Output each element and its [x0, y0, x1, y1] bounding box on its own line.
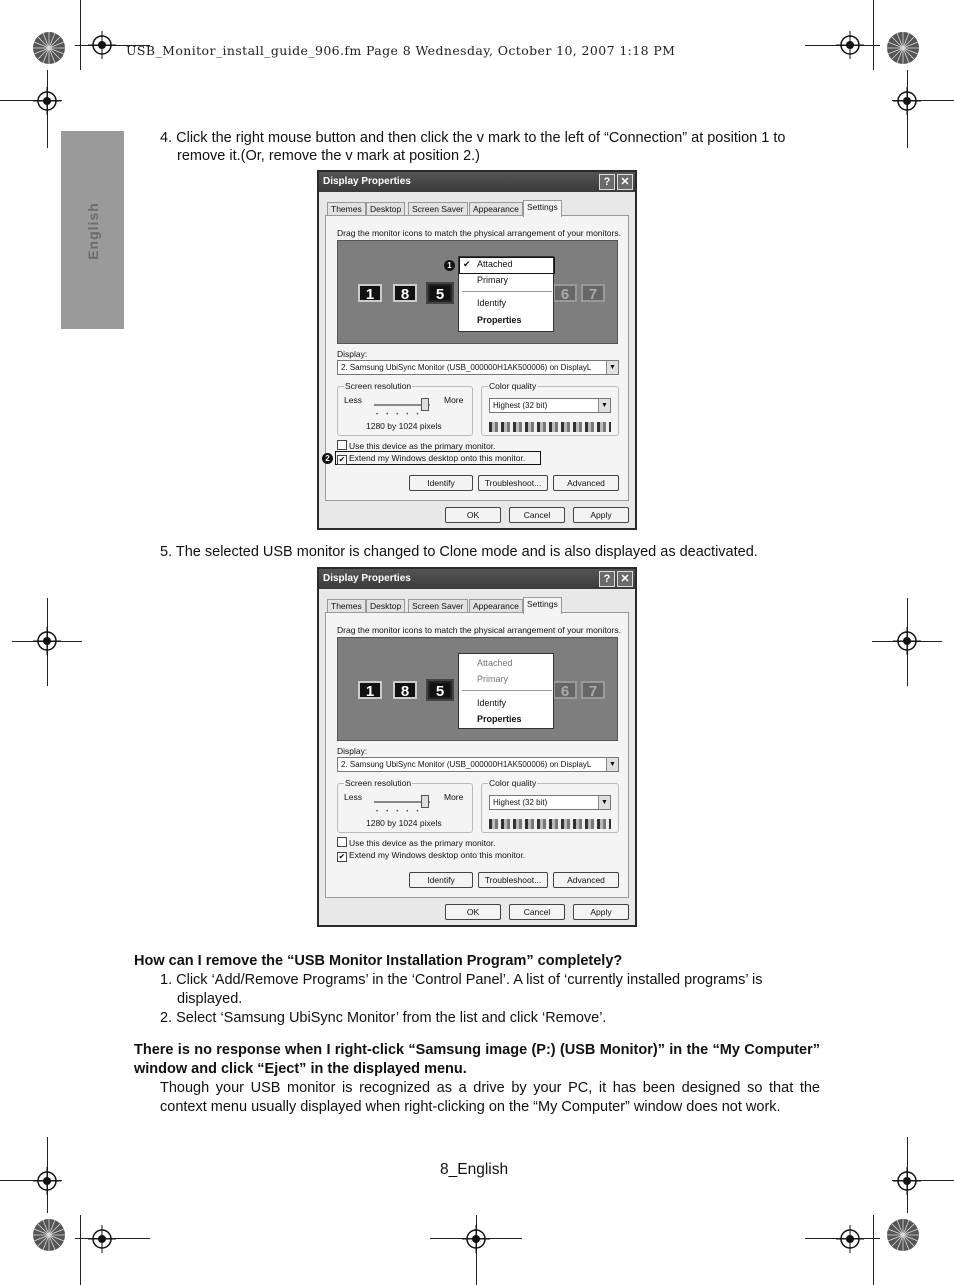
tab-themes[interactable]: Themes [327, 202, 366, 216]
primary-monitor-checkbox[interactable] [337, 440, 495, 451]
resolution-group [337, 778, 473, 833]
primary-monitor-checkbox[interactable] [337, 837, 495, 848]
monitor-context-menu [458, 256, 554, 332]
resolution-value: 1280 by 1024 pixels [366, 421, 442, 431]
monitor-icon-6[interactable]: 6 [553, 284, 577, 302]
file-header: USB_Monitor_install_guide_906.fm Page 8 Wednesday, October 10, 2007 1:18 PM [126, 43, 676, 58]
check-icon: ✔ [463, 259, 471, 269]
color-rosette-icon [32, 31, 66, 65]
extend-desktop-checkbox[interactable] [337, 453, 525, 465]
slider-ticks: ••••• [376, 809, 427, 815]
advanced-button[interactable]: Advanced [553, 872, 619, 888]
display-label: Display: [337, 746, 368, 756]
display-select[interactable] [337, 360, 619, 375]
monitor-context-menu [458, 653, 554, 729]
resolution-value: 1280 by 1024 pixels [366, 818, 442, 828]
display-properties-dialog-clone [317, 567, 637, 927]
less-label: Less [344, 792, 362, 802]
registration-mark-icon [33, 87, 61, 115]
registration-mark-icon [893, 627, 921, 655]
tab-screen-saver[interactable]: Screen Saver [408, 202, 468, 216]
color-quality-group [481, 778, 619, 833]
color-quality-select[interactable] [489, 398, 611, 413]
faq-eject-answer: Though your USB monitor is recognized as a drive by your PC, it has been designed so that the context menu usually displayed when right-clicking on the “My Computer” window does not work. [160, 1080, 820, 1115]
cancel-button[interactable]: Cancel [509, 904, 565, 920]
display-select[interactable] [337, 757, 619, 772]
tab-screen-saver[interactable]: Screen Saver [408, 599, 468, 613]
resolution-group-title: Screen resolution [345, 778, 412, 788]
registration-mark-icon [33, 627, 61, 655]
apply-button[interactable]: Apply [573, 507, 629, 523]
monitor-icon-6[interactable]: 6 [553, 681, 577, 699]
help-button[interactable]: ? [599, 571, 615, 587]
monitor-icon-8[interactable]: 8 [393, 284, 417, 302]
close-button[interactable]: ✕ [617, 174, 633, 190]
troubleshoot-button[interactable]: Troubleshoot... [478, 475, 548, 491]
color-quality-value: Highest (32 bit) [493, 798, 548, 807]
display-select-value: 2. Samsung UbiSync Monitor (USB_000000H1AK500006) on DisplayL [341, 760, 592, 769]
color-rosette-icon [886, 1218, 920, 1252]
registration-mark-icon [33, 1167, 61, 1195]
resolution-group-title: Screen resolution [345, 381, 412, 391]
primary-checkbox-label: Use this device as the primary monitor. [349, 838, 496, 848]
tab-appearance[interactable]: Appearance [469, 202, 523, 216]
resolution-slider-thumb[interactable] [421, 398, 429, 411]
faq-question-remove: How can I remove the “USB Monitor Installation Program” completely? [134, 953, 623, 969]
primary-checkbox-label: Use this device as the primary monitor. [349, 441, 496, 451]
advanced-button[interactable]: Advanced [553, 475, 619, 491]
troubleshoot-button[interactable]: Troubleshoot... [478, 872, 548, 888]
chevron-down-icon: ▼ [598, 796, 610, 809]
checkbox-box[interactable] [337, 837, 347, 847]
tab-settings[interactable]: Settings [523, 597, 562, 614]
menu-attached[interactable]: Attached [477, 259, 513, 269]
more-label: More [444, 395, 464, 405]
menu-separator [462, 690, 552, 691]
checkbox-box[interactable] [337, 440, 347, 450]
dialog-title: Display Properties [319, 569, 635, 589]
registration-mark-icon [893, 1167, 921, 1195]
ok-button[interactable]: OK [445, 904, 501, 920]
monitor-icon-5[interactable]: 5 [428, 284, 452, 302]
dialog-title: Display Properties [319, 172, 635, 192]
tab-themes[interactable]: Themes [327, 599, 366, 613]
cancel-button[interactable]: Cancel [509, 507, 565, 523]
resolution-slider-thumb[interactable] [421, 795, 429, 808]
menu-properties[interactable]: Properties [477, 315, 522, 325]
color-quality-group-title: Color quality [489, 778, 537, 788]
monitor-icon-8[interactable]: 8 [393, 681, 417, 699]
ok-button[interactable]: OK [445, 507, 501, 523]
page-number: 8_English [440, 1161, 509, 1178]
registration-mark-icon [836, 1225, 864, 1253]
color-preview-bar [489, 819, 611, 829]
menu-identify[interactable]: Identify [477, 298, 507, 308]
monitor-icon-5[interactable]: 5 [428, 681, 452, 699]
monitor-arrangement-area[interactable] [337, 240, 618, 344]
position-2-marker: 2 [322, 453, 333, 464]
tab-desktop[interactable]: Desktop [366, 202, 405, 216]
slider-ticks: ••••• [376, 412, 427, 418]
registration-mark-icon [88, 1225, 116, 1253]
less-label: Less [344, 395, 362, 405]
faq-question-eject: There is no response when I right-click “Samsung image (P:) (USB Monitor)” in the “My Computer” window and click “Eject” in the displayed menu. [134, 1042, 820, 1077]
identify-button[interactable]: Identify [409, 475, 473, 491]
tab-desktop[interactable]: Desktop [366, 599, 405, 613]
extend-checkbox-label: Extend my Windows desktop onto this monitor. [349, 850, 526, 860]
apply-button[interactable]: Apply [573, 904, 629, 920]
color-quality-select[interactable] [489, 795, 611, 810]
color-quality-group [481, 381, 619, 436]
menu-identify[interactable]: Identify [477, 698, 507, 708]
position-1-marker: 1 [444, 260, 455, 271]
arrangement-instruction: Drag the monitor icons to match the physical arrangement of your monitors. [337, 228, 621, 238]
color-rosette-icon [886, 31, 920, 65]
chevron-down-icon: ▼ [606, 361, 618, 374]
close-button[interactable]: ✕ [617, 571, 633, 587]
display-label: Display: [337, 349, 368, 359]
color-quality-value: Highest (32 bit) [493, 401, 548, 410]
more-label: More [444, 792, 464, 802]
extend-desktop-checkbox[interactable] [337, 850, 525, 862]
settings-panel [325, 215, 629, 501]
color-preview-bar [489, 422, 611, 432]
extend-checkbox-label: Extend my Windows desktop onto this monitor. [349, 453, 526, 463]
monitor-icon-7[interactable]: 7 [581, 681, 605, 699]
menu-attached[interactable]: Attached [477, 658, 513, 668]
checkbox-checked-icon[interactable]: ✔ [338, 455, 346, 464]
faq-remove-step-2: 2. Select ‘Samsung UbiSync Monitor’ from the list and click ‘Remove’. [160, 1010, 607, 1026]
resolution-group [337, 381, 473, 436]
tab-appearance[interactable]: Appearance [469, 599, 523, 613]
menu-primary[interactable]: Primary [477, 674, 508, 684]
tab-settings[interactable]: Settings [523, 200, 562, 217]
registration-mark-icon [893, 87, 921, 115]
registration-mark-icon [836, 31, 864, 59]
step-5-text: 5. The selected USB monitor is changed to Clone mode and is also displayed as deactivated. [160, 544, 758, 560]
arrangement-instruction: Drag the monitor icons to match the physical arrangement of your monitors. [337, 625, 621, 635]
registration-mark-icon [462, 1225, 490, 1253]
color-rosette-icon [32, 1218, 66, 1252]
chevron-down-icon: ▼ [606, 758, 618, 771]
display-select-value: 2. Samsung UbiSync Monitor (USB_000000H1AK500006) on DisplayL [341, 363, 592, 372]
chevron-down-icon: ▼ [598, 399, 610, 412]
color-quality-group-title: Color quality [489, 381, 537, 391]
help-button[interactable]: ? [599, 174, 615, 190]
language-side-tab [61, 131, 124, 329]
checkbox-checked-icon[interactable]: ✔ [338, 852, 346, 861]
monitor-icon-1[interactable]: 1 [358, 284, 382, 302]
registration-mark-icon [88, 31, 116, 59]
display-properties-dialog [317, 170, 637, 530]
menu-primary[interactable]: Primary [477, 275, 508, 285]
identify-button[interactable]: Identify [409, 872, 473, 888]
monitor-arrangement-area[interactable] [337, 637, 618, 741]
menu-properties[interactable]: Properties [477, 714, 522, 724]
monitor-icon-1[interactable]: 1 [358, 681, 382, 699]
menu-separator [462, 291, 552, 292]
side-tab-label: English [84, 202, 101, 260]
faq-remove-step-1: 1. Click ‘Add/Remove Programs’ in the ‘Control Panel’. A list of ‘currently installed programs’ is displayed. [160, 972, 763, 1007]
step-4-text: 4. Click the right mouse button and then click the v mark to the left of “Connection” at position 1 to remove it.(Or, remove the v mark at position 2.) [160, 130, 786, 164]
settings-panel [325, 612, 629, 898]
monitor-icon-7[interactable]: 7 [581, 284, 605, 302]
